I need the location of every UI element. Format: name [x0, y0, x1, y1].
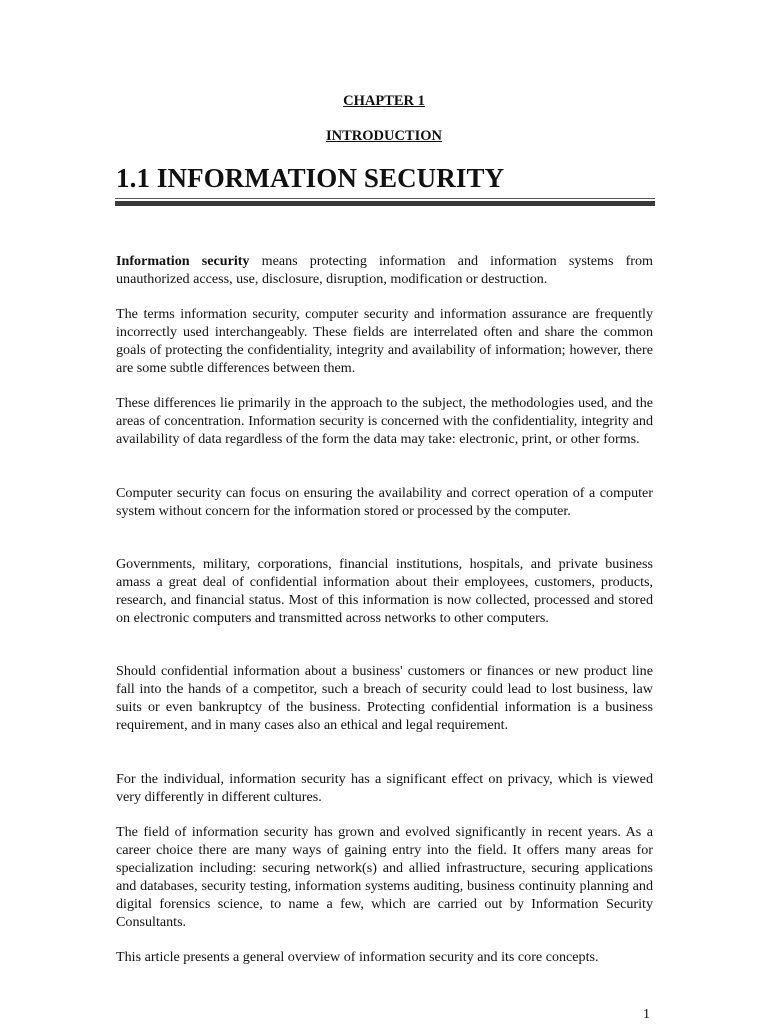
section-title: 1.1 INFORMATION SECURITY — [116, 163, 505, 193]
paragraph-1-lead: Information security — [116, 253, 250, 269]
paragraph-6: Should confidential information about a business' customers or finances or new product line fall into the hands of a competitor, such a breach of security could lead to lost business, law suits or even bankruptcy of the business. Protecting confidential information is a business requirement, and in many cases also an ethical and legal requirement. — [116, 663, 653, 733]
chapter-subheading: INTRODUCTION — [325, 128, 442, 144]
title-rule-thick — [115, 201, 655, 206]
paragraph-7: For the individual, information security has a significant effect on privacy, which is viewed very differently in different cultures. — [116, 771, 653, 805]
paragraph-1 — [116, 253, 653, 289]
title-rule-thin — [115, 198, 655, 199]
page-number: 1 — [643, 1007, 650, 1022]
paragraph-1-text: means protecting information and information systems from unauthorized access, use, disclosure, disruption, modification or destruction. — [116, 253, 653, 287]
paragraph-4: Computer security can focus on ensuring the availability and correct operation of a computer system without concern for the information stored or processed by the computer. — [116, 485, 653, 519]
paragraph-5: Governments, military, corporations, financial institutions, hospitals, and private business amass a great deal of confidential information about their employees, customers, products, research, and financial status. Most of this information is now collected, processed and stored on electronic computers and transmitted across networks to other computers. — [116, 556, 653, 626]
paragraph-8: The field of information security has grown and evolved significantly in recent years. As a career choice there are many ways of gaining entry into the field. It offers many areas for specialization including: securing network(s) and allied infrastructure, securing applications and databases, security testing, information systems auditing, business continuity planning and digital forensics science, to name a few, which are carried out by Information Security Consultants. — [116, 824, 653, 930]
paragraph-9: This article presents a general overview of information security and its core concepts. — [116, 949, 599, 965]
paragraph-3: These differences lie primarily in the approach to the subject, the methodologies used, and the areas of concentration. Information security is concerned with the confidentiality, integrity and availability of data regardless of the form the data may take: electronic, print, or other forms. — [116, 395, 653, 447]
paragraph-2: The terms information security, computer security and information assurance are frequently incorrectly used interchangeably. These fields are interrelated often and share the common goals of protecting the confidentiality, integrity and availability of information; however, there are some subtle differences between them. — [116, 306, 653, 376]
chapter-heading: CHAPTER 1 — [343, 93, 425, 109]
